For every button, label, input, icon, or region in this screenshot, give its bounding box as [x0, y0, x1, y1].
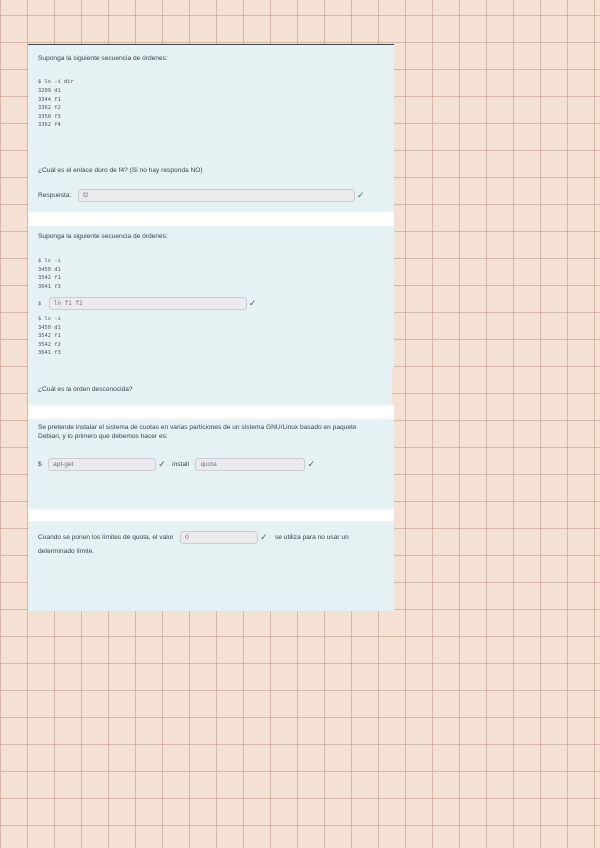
listing-line: 3542 f2: [38, 341, 61, 348]
answer-label: Respuesta:: [38, 192, 72, 199]
check-icon: ✓: [357, 190, 365, 201]
listing-line: 3641 f3: [38, 350, 61, 356]
listing-line: $ ls -i: [38, 316, 61, 322]
question-2-text: ¿Cuál es la orden desconocida?: [38, 386, 133, 393]
question-3-inputs: [38, 456, 315, 474]
package-name-input[interactable]: quota: [195, 458, 305, 471]
question-4-text-before: Cuando se ponen los límites de quota, el valor: [38, 534, 174, 542]
listing-line: 3350 f3: [38, 113, 61, 120]
check-icon: ✓: [260, 532, 268, 543]
question-1-text: ¿Cuál es el enlace duro de f4? (Si no hay responda NO): [38, 167, 203, 174]
prompt-symbol: $: [38, 461, 42, 469]
answer-input[interactable]: f2: [78, 189, 355, 202]
listing-line: 3542 f1: [38, 275, 61, 281]
question-3-text: Se pretende instalar el sistema de cuotas en varias particiones de un sistema GNU/Linux basado en paquete Debian, y lo primero que debemos hacer es:: [38, 424, 357, 440]
command-row: [38, 295, 256, 313]
check-icon: ✓: [248, 298, 257, 309]
question-4-row: [38, 529, 349, 547]
prompt-symbol: $: [38, 300, 42, 307]
question-1-panel: [28, 45, 394, 212]
listing-line: 3450 d1: [38, 324, 61, 331]
listing-line: 3450 d1: [38, 266, 61, 273]
answer-row: [78, 187, 365, 205]
install-word: install: [172, 461, 189, 469]
listing-before: [38, 257, 61, 291]
question-2-panel: [28, 226, 394, 369]
listing-line: 3344 f1: [38, 96, 61, 103]
question-2-footer: [28, 369, 392, 405]
separator: [28, 212, 394, 226]
check-icon: ✓: [307, 459, 315, 470]
listing-line: 3362 f4: [38, 122, 61, 128]
listing-line: 3641 f3: [38, 283, 61, 290]
question-4-text-after: se utiliza para no usar un: [275, 534, 349, 542]
listing-after: [38, 315, 61, 358]
listing-line: $ ls -i: [38, 258, 61, 264]
listing-line: 3542 f1: [38, 333, 61, 339]
check-icon: ✓: [158, 459, 166, 470]
command-input[interactable]: ln f1 f2: [49, 297, 247, 310]
quota-value-input[interactable]: 0: [180, 531, 258, 544]
package-manager-input[interactable]: apt-get: [48, 458, 156, 471]
listing-line: 3362 f2: [38, 105, 61, 111]
question-4-panel: [28, 521, 394, 611]
question-1-listing: [38, 87, 61, 130]
question-3-panel: [28, 419, 394, 509]
listing-line: 3209 d1: [38, 88, 61, 94]
question-4-text-line2: determinado límite.: [38, 548, 95, 555]
question-1-command: $ ls -i dir: [38, 79, 74, 85]
question-1-intro: Suponga la siguiente secuencia de órdenes:: [38, 55, 168, 62]
question-2-intro: Suponga la siguiente secuencia de órdenes:: [38, 233, 168, 240]
separator: [28, 509, 394, 521]
separator: [28, 405, 394, 419]
